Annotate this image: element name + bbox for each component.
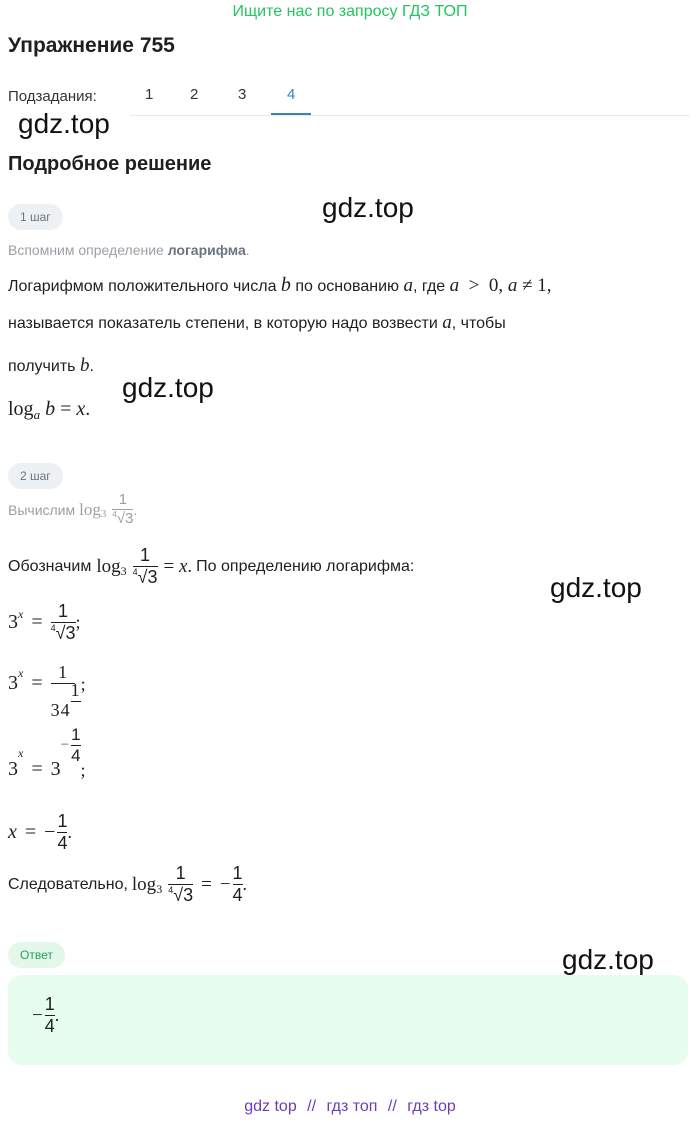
step-hint: Вычислим log $_3$ $\frac{1}{^4√3}$ . xyxy=(8,491,138,527)
step-chip: 1 шаг xyxy=(8,204,63,230)
designation-line: Обозначим log $_3$ $\frac{1}{^4√3}$ = x . По определению логарифма: xyxy=(8,545,415,587)
page-title: Упражнение 755 xyxy=(8,34,175,57)
definition-line-1: Логарифмом положительного числа b по основанию a, где a > 0, a ≠ 1, xyxy=(8,274,552,296)
footer-links xyxy=(0,1098,700,1116)
watermark: gdz.top xyxy=(562,944,654,975)
answer-value: − $\frac{1}{4}$ . xyxy=(32,994,60,1036)
watermark: gdz.top xyxy=(18,108,110,139)
answer-box xyxy=(8,975,688,1065)
step-hint xyxy=(8,242,250,258)
footer-separator: // xyxy=(387,1098,397,1115)
equation-2: 3 $^x$ = 1 1 3 4 ; xyxy=(8,662,86,720)
hint-text: Вычислим xyxy=(8,501,76,518)
top-banner[interactable]: Ищите нас по запросу ГДЗ ТОП xyxy=(232,3,468,20)
definition-line-3: получить b. xyxy=(8,355,94,376)
equation-1: 3 $^x$ = $\frac{1}{^4√3}$ ; xyxy=(8,601,81,643)
equation-4: x = − $\frac{1}{4}$ . xyxy=(8,811,72,853)
step-chip: 2 шаг xyxy=(8,463,63,489)
tab-subtask-3[interactable]: 3 xyxy=(238,86,247,103)
def-text: по основанию xyxy=(290,278,404,295)
def-text: получить xyxy=(8,358,80,375)
watermark: gdz.top xyxy=(550,572,642,603)
section-title: Подробное решение xyxy=(8,153,212,175)
subtasks-label: Подзадания: xyxy=(8,88,97,105)
definition-line-2: называется показатель степени, в которую надо возвести a, чтобы xyxy=(8,312,506,333)
watermark: gdz.top xyxy=(322,192,414,223)
def-text: , чтобы xyxy=(451,315,506,332)
watermark: gdz.top xyxy=(122,372,214,403)
log-definition-formula: $\log_a b = x$. xyxy=(8,398,91,423)
tab-subtask-2[interactable]: 2 xyxy=(190,86,199,103)
footer-link[interactable]: гдз top xyxy=(407,1098,456,1115)
tab-subtask-4[interactable]: 4 xyxy=(287,86,296,103)
def-text: Логарифмом положительного числа xyxy=(8,278,281,295)
def-text: называется показатель степени, в которую надо возвести xyxy=(8,315,443,332)
answer-chip: Ответ xyxy=(8,942,65,968)
designation-text: Обозначим xyxy=(8,557,92,575)
hint-suffix: . xyxy=(245,242,250,258)
footer-link[interactable]: гдз топ xyxy=(326,1098,378,1115)
hint-bold: логарифма xyxy=(167,242,246,258)
conclusion-text: Следовательно, xyxy=(8,875,128,893)
subtasks-divider xyxy=(130,115,690,116)
tab-subtask-1[interactable]: 1 xyxy=(145,86,154,103)
designation-text: По определению логарифма: xyxy=(196,557,415,575)
conclusion-line: Следовательно, log $_3$ $\frac{1}{^4√3}$ = − $\frac{1}{4}$ . xyxy=(8,863,248,905)
equation-3: 3 $^x$ = 3 − $\frac{1}{4}$ ; xyxy=(8,725,86,781)
footer-link[interactable]: gdz top xyxy=(244,1098,297,1115)
def-text: , где xyxy=(412,278,450,295)
footer-separator: // xyxy=(307,1098,317,1115)
hint-prefix: Вспомним определение xyxy=(8,242,168,258)
